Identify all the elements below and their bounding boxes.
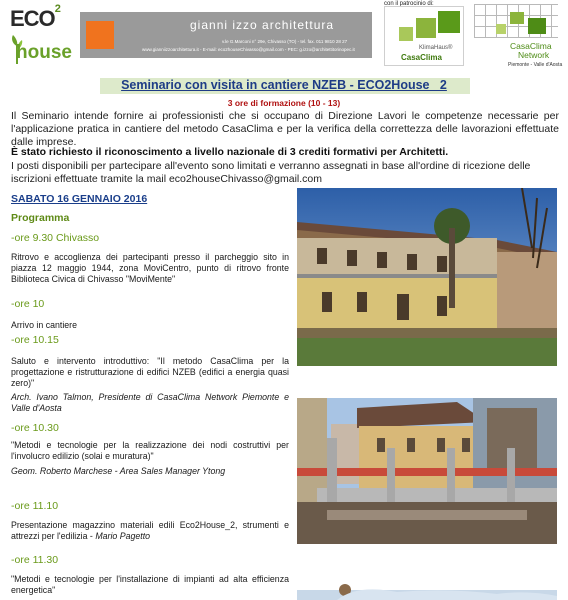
schedule-text xyxy=(11,520,289,542)
patrocinio-label: con il patrocinio di: xyxy=(384,1,434,7)
places-notice: I posti disponibili per partecipare all'evento sono limitati e verranno assegnati in base all'ordine di ricezione delle iscrizioni effettuate tramite la mail eco2houseChivasso@gmail.com xyxy=(11,160,531,185)
schedule-time: -ore 11.30 xyxy=(11,554,59,566)
schedule-text-main: Presentazione magazzino materiali edili Eco2House_2, strumenti e attrezzi per l'edilizia - xyxy=(11,520,289,541)
event-photo xyxy=(297,570,557,600)
schedule-text: "Metodi e tecnologie per l'installazione di impianti ad alta efficienza energetica" xyxy=(11,574,289,595)
network-region: Piemonte - Valle d'Aosta xyxy=(508,62,563,68)
logo-square xyxy=(438,11,460,33)
studio-contacts: www.gianniizzoarchitettura.it - E-mail: eco2houseChivasso@gmail.com - PEC: g.izzo@architettitorinopec.it xyxy=(142,47,355,52)
intro-paragraph: Il Seminario intende fornire ai professionisti che si occupano di Direzione Lavori le competenze necessarie per l'applicazione pratica in cantiere del metodo CasaClima e per la verifica della correttezza delle lavorazioni effettuate dalle imprese. xyxy=(11,110,559,148)
schedule-text: Arrivo in cantiere xyxy=(11,320,78,330)
eco2house-logo xyxy=(8,2,74,70)
schedule-text: "Metodi e tecnologie per la realizzazione dei nodi costruttivi per l'involucro edilizio (solai e muratura)" xyxy=(11,440,289,461)
network-line2: Network xyxy=(518,50,550,60)
schedule-speaker: Arch. Ivano Talmon, Presidente di CasaClima Network Piemonte e Valle d'Aosta xyxy=(11,392,289,413)
logo-square xyxy=(416,18,436,38)
farmhouse-photo xyxy=(297,188,557,366)
programma-heading: Programma xyxy=(11,212,70,224)
schedule-speaker: Mario Pagetto xyxy=(95,531,151,541)
event-date: SABATO 16 GENNAIO 2016 xyxy=(11,193,148,205)
logo-eco-text: ECO$^2$ xyxy=(10,3,60,31)
network-line1: CasaClima xyxy=(510,41,552,51)
schedule-text: Ritrovo e accoglienza dei partecipanti presso il parcheggio sito in piazza 12 maggio 1944, zona MoviCentro, punto di ritrovo fronte Biblioteca Civica di Chivasso "MoviMente" xyxy=(11,252,289,284)
logo-square xyxy=(510,12,524,24)
studio-banner xyxy=(80,12,372,58)
schedule-time: -ore 10.15 xyxy=(11,334,59,346)
klimahaus-label: KlimaHaus® xyxy=(419,45,453,51)
logo-house-text: house xyxy=(16,42,72,63)
schedule-time: -ore 10.30 xyxy=(11,422,59,434)
studio-name: gianni izzo architettura xyxy=(190,18,335,32)
studio-address: v.le G.Marconi n° 29e, Chivasso (TO) - tel. fax. 011 9810 28 27 xyxy=(222,39,348,44)
credits-notice: È stato richiesto il riconoscimento a livello nazionale di 3 crediti formativi per Architetti. xyxy=(11,146,449,158)
logo-square xyxy=(496,24,506,34)
logo-square xyxy=(528,18,546,34)
schedule-speaker: Geom. Roberto Marchese - Area Sales Manager Ytong xyxy=(11,466,226,476)
schedule-time: -ore 11.10 xyxy=(11,500,59,512)
page-title: Seminario con visita in cantiere NZEB - ECO2House _2 xyxy=(121,78,447,92)
schedule-time: -ore 9.30 Chivasso xyxy=(11,232,100,244)
schedule-time: -ore 10 xyxy=(11,298,45,310)
subtitle: 3 ore di formazione (10 - 13) xyxy=(227,98,341,108)
casaclima-logo xyxy=(384,6,464,66)
casaclima-label: CasaClima xyxy=(401,53,442,62)
schedule-text: Saluto e intervento introduttivo: "Il metodo CasaClima per la progettazione e ristrutturazione di edifici NZEB (edifici a energia quasi zero)" xyxy=(11,356,289,388)
logo-square xyxy=(399,27,413,41)
header xyxy=(0,0,568,72)
construction-site-photo xyxy=(297,398,557,544)
casaclima-network-logo xyxy=(470,4,563,68)
studio-logo-square xyxy=(86,21,114,49)
